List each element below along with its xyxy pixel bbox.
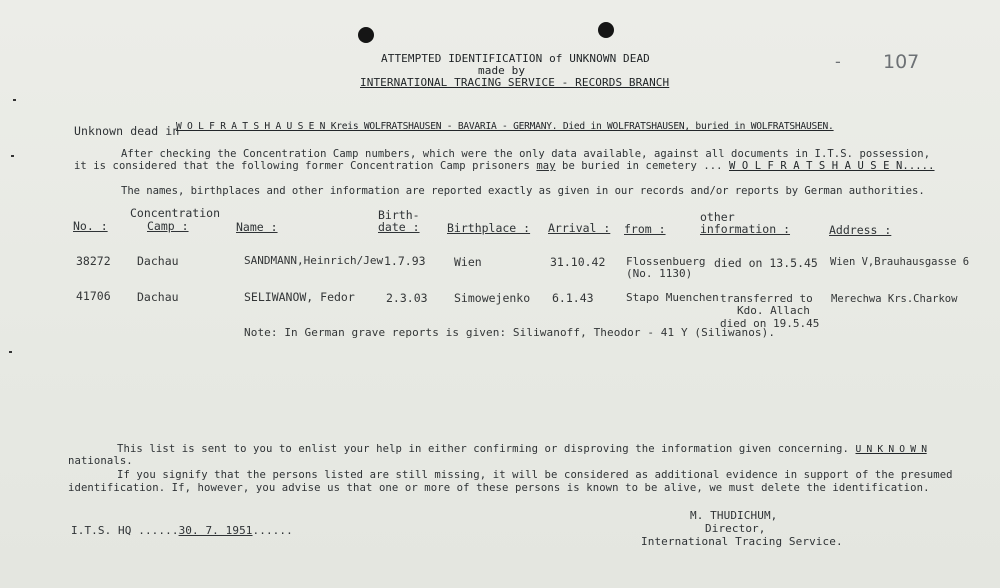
header-title: ATTEMPTED IDENTIFICATION of UNKNOWN DEAD <box>381 52 650 65</box>
row-1-no: 38272 <box>76 254 111 268</box>
footer-nationality: U N K N O W N <box>855 444 927 455</box>
row-2-birthdate: 2.3.03 <box>386 291 428 305</box>
row-2-arrival: 6.1.43 <box>552 291 594 305</box>
page-number: 107 <box>883 51 920 73</box>
intro-paragraph-line-1: After checking the Concentration Camp numbers, which were the only data available, against all documents in I.T.S. possession, <box>121 148 931 160</box>
row-1-from-2: (No. 1130) <box>626 267 693 280</box>
records-note: The names, birthplaces and other information are reported exactly as given in our records and/or reports by German authorities. <box>121 185 925 197</box>
row-2-other-1: transferred to <box>720 292 813 305</box>
row-1-address: Wien V,Brauhausgasse 6 <box>830 256 970 268</box>
signatory-name: M. THUDICHUM, <box>690 509 778 522</box>
footer-nationals: nationals. <box>68 455 133 467</box>
row-2-name: SELIWANOW, Fedor <box>244 290 355 304</box>
hq-date-line <box>71 524 293 537</box>
cemetery-name: W O L F R A T S H A U S E N..... <box>729 160 935 172</box>
row-1-name: SANDMANN,Heinrich/Jew <box>244 254 384 267</box>
row-1-birthdate: 1.7.93 <box>384 254 426 268</box>
signatory-title: Director, <box>705 522 766 535</box>
footer-line-3: If you signify that the persons listed are still missing, it will be considered as additional evidence in support of the presumed <box>117 469 953 481</box>
row-1-birthplace: Wien <box>454 255 482 269</box>
header-name: Name : <box>236 220 278 234</box>
margin-mark <box>13 99 16 101</box>
intro-text-may: may <box>536 160 556 172</box>
row-2-other-3: died on 19.5.45 <box>720 317 820 330</box>
header-subtitle: made by <box>478 64 526 77</box>
header-birth-top: Birth- <box>378 208 420 222</box>
header-arrival: Arrival : <box>548 221 611 235</box>
unknown-dead-value: W O L F R A T S H A U S E N Kreis WOLFRATSHAUSEN - BAVARIA - GERMANY. Died in WOLFRATSHAUSEN, buried in WOLFRATSHAUSEN. <box>176 121 834 132</box>
grave-report-note: Note: In German grave reports is given: Siliwanoff, Theodor - 41 Y (Siliwanos). <box>244 326 776 339</box>
footer-request-text: This list is sent to you to enlist your help in either confirming or disproving the information given concerning. <box>117 443 850 455</box>
row-2-address: Merechwa Krs.Charkow <box>831 293 958 305</box>
margin-mark <box>9 351 12 353</box>
header-organization: INTERNATIONAL TRACING SERVICE - RECORDS BRANCH <box>360 76 670 89</box>
hq-dots: ...... <box>252 524 293 537</box>
row-2-from-1: Stapo Muenchen <box>626 291 719 304</box>
row-2-birthplace: Simowejenko <box>454 291 531 305</box>
header-birthplace: Birthplace : <box>447 221 531 235</box>
hq-date: 30. 7. 1951 <box>178 524 253 537</box>
row-1-other-1: died on 13.5.45 <box>714 256 818 270</box>
row-1-camp: Dachau <box>137 254 179 268</box>
page-dash: - <box>835 52 841 71</box>
footer-line-1 <box>117 443 927 455</box>
row-1-arrival: 31.10.42 <box>550 255 606 269</box>
footer-line-4: identification. If, however, you advise us that one or more of these persons is known to be alive, we must delete the identification. <box>68 482 930 494</box>
punch-hole-right <box>598 22 614 38</box>
header-other: information : <box>700 222 791 236</box>
punch-hole-left <box>358 27 374 43</box>
header-camp-top: Concentration <box>130 206 221 220</box>
row-2-no: 41706 <box>76 289 111 303</box>
row-2-camp: Dachau <box>137 290 179 304</box>
unknown-dead-label: Unknown dead in <box>74 124 180 138</box>
intro-text-b: be buried in cemetery ... <box>562 160 723 172</box>
header-address: Address : <box>829 223 892 237</box>
intro-paragraph-line-2 <box>74 160 935 172</box>
hq-label: I.T.S. HQ ...... <box>71 524 179 537</box>
header-other-top: other <box>700 210 735 224</box>
header-from: from : <box>624 222 666 236</box>
header-no: No. : <box>73 219 108 233</box>
row-1-from-1: Flossenbuerg <box>626 255 706 268</box>
row-2-other-2: Kdo. Allach <box>737 304 810 317</box>
signatory-organization: International Tracing Service. <box>641 535 843 548</box>
margin-mark <box>11 155 14 157</box>
header-camp: Camp : <box>147 219 189 233</box>
intro-text-a: it is considered that the following former Concentration Camp prisoners <box>74 160 530 172</box>
header-birthdate: date : <box>378 220 420 234</box>
